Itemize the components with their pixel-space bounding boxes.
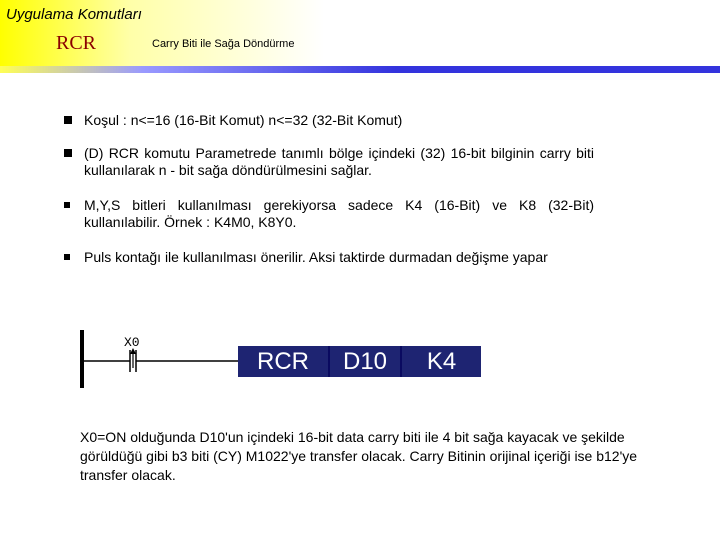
bullet-item [64, 145, 594, 179]
instruction-operand-count: K4 [402, 346, 481, 377]
instruction-operand-source: D10 [330, 346, 400, 377]
bullet-text: Koşul : n<=16 (16-Bit Komut) n<=32 (32-Bit Komut) [84, 112, 403, 128]
bullet-item [64, 112, 594, 129]
square-bullet-icon [64, 254, 70, 260]
deck-title: Uygulama Komutları [6, 6, 142, 23]
instruction-command: RCR [238, 346, 328, 377]
command-description: Carry Biti ile Sağa Döndürme [152, 38, 295, 50]
slide-header [0, 0, 720, 66]
command-name: RCR [56, 32, 97, 54]
instruction-block [238, 346, 481, 377]
header-divider-bar [0, 66, 720, 73]
pulse-contact-icon [130, 348, 136, 372]
bullet-list [64, 112, 594, 284]
square-bullet-icon [64, 149, 72, 157]
square-bullet-icon [64, 116, 72, 124]
bullet-text: Puls kontağı ile kullanılması önerilir. Aksi taktirde durmadan değişme yapar [84, 249, 548, 265]
bullet-item [64, 249, 594, 266]
square-bullet-icon [64, 202, 70, 208]
explanation-note: X0=ON olduğunda D10'un içindeki 16-bit data carry biti ile 4 bit sağa kayacak ve şekilde görüldüğü gibi b3 biti (CY) M1022'ye transfer olacak. Carry Bitinin orijinal içeriği ise b12'ye transfer olacak. [80, 429, 638, 483]
bullet-text: M,Y,S bitleri kullanılması gerekiyorsa sadece K4 (16-Bit) ve K8 (32-Bit) kullanılabilir. Örnek : K4M0, K8Y0. [84, 197, 594, 230]
contact-label: X0 [124, 335, 140, 350]
bullet-item [64, 197, 594, 231]
bullet-text: (D) RCR komutu Parametrede tanımlı bölge içindeki (32) 16-bit bilginin carry biti kullanılarak n - bit sağa döndürülmesini sağlar. [84, 145, 594, 178]
